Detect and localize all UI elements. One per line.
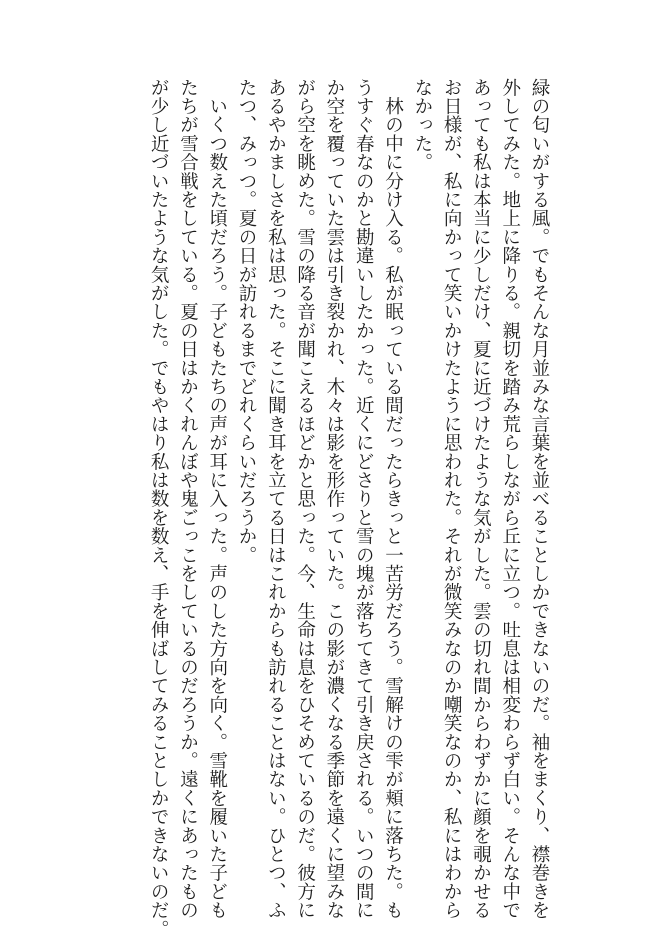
text-column-5: なかった。 (411, 78, 433, 172)
text-column-9: がら空を眺めた。雪の降る音が聞こえるほどかと思った。今、生命は息をひそめているのだ。彼方に (294, 78, 316, 920)
text-column-8: か空を覆っていた雲は引き裂かれ、木々は影を形作っていた。この影が濃くなる季節を遠くに望みな (323, 78, 345, 920)
text-column-10: あるやかましさを私は思った。そこに聞き耳を立てる日はこれからも訪れることはない。ひとつ、ふ (265, 78, 287, 920)
text-column-13: たちが雪合戦をしている。夏の日はかくれんぼや鬼ごっこをしているのだろうか。遠くにあったもの (177, 78, 199, 920)
text-column-12: いくつ数えた頃だろう。子どもたちの声が耳に入った。声のした方向を向く。雪靴を履いた子ども (206, 78, 228, 920)
text-column-1: 緑の匂いがする風。でもそんな月並みな言葉を並べることしかできないのだ。袖をまくり、襟巻きを (529, 78, 550, 920)
text-column-7: うすぐ春なのかと勘違いしたかった。近くにどさりと雪の塊が落ちてきて引き戻される。いつの間に (353, 78, 375, 920)
text-column-14: が少し近づいたような気がした。でもやはり私は数を数え、手を伸ばしてみることしかできないのだ。 (148, 78, 170, 938)
text-column-3: あっても私は本当に少しだけ、夏に近づけたような気がした。雲の切れ間からわずかに顔を覗かせる (470, 78, 492, 920)
text-column-11: たつ、みっつ。夏の日が訪れるまでどれくらいだろうか。 (236, 78, 258, 565)
text-column-4: お日様が、私に向かって笑いかけたように思われた。それが微笑みなのか嘲笑なのか、私にはわから (441, 78, 463, 920)
vertical-text-body (144, 78, 554, 938)
text-column-2: 外してみた。地上に降りる。親切を踏み荒らしながら丘に立つ。吐息は相変わらず白い。そんな中で (499, 78, 521, 920)
text-column-6: 林の中に分け入る。私が眠っている間だったらきっと一苦労だろう。雪解けの雫が頬に落ちた。も (382, 78, 404, 920)
